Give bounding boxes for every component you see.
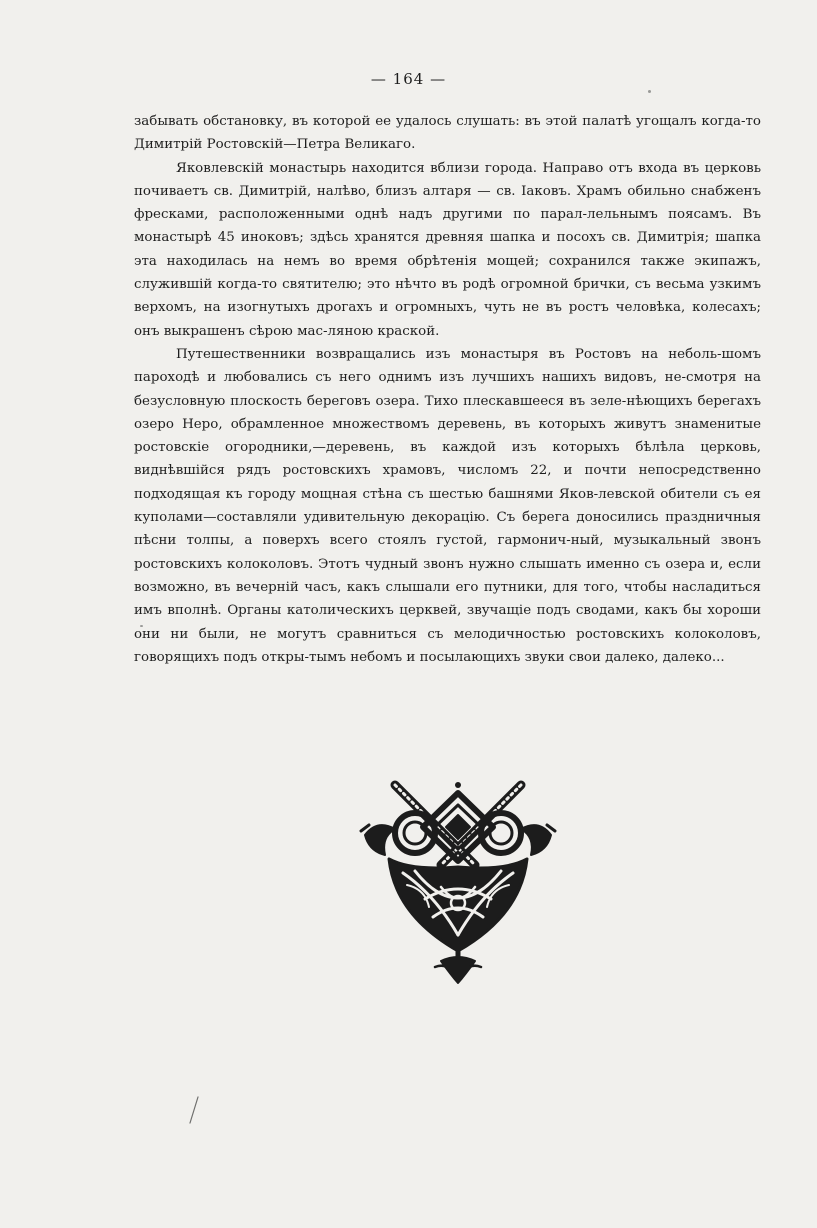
interlace-knot-ornament-icon xyxy=(355,775,561,985)
paragraph-continuation: забывать обстановку, въ которой ее удалось слушать: въ этой палатѣ угощалъ когда-то Димитрій Ростовскій—Петра Великаго. xyxy=(134,114,761,153)
paragraph-lake-nero: Путешественники возвращались изъ монастыря въ Ростовъ на неболь-шомъ пароходѣ и любовались съ него однимъ изъ лучшихъ нашихъ видовъ, не-смотря на безусловную плоскость береговъ озера. Тихо плескавшееся въ зеле-нѣющихъ берегахъ озеро Неро, обрамленное множествомъ деревень, въ которыхъ живутъ знаменитые ростовскіе огородники,—деревень, въ каждой изъ которыхъ бѣлѣла церковь, виднѣвшійся рядъ ростовскихъ храмовъ, числомъ 22, и почти непосредственно подходящая къ городу мощная стѣна съ шестью башнями Яков-левской обители съ ея куполами—составляли удивительную декорацію. Съ берега доносились праздничныя пѣсни толпы, а поверхъ всего стоялъ густой, гармонич-ный, музыкальный звонъ ростовскихъ колоколовъ. Этотъ чудный звонъ нужно слышать именно съ озера и, если возможно, въ вечерній часъ, какъ слышали его путники, для того, чтобы насладиться имъ вполнѣ. Органы католическихъ церквей, звучащіе подъ сводами, какъ бы хороши они ни были, не могутъ сравниться съ мелодичностью ростовскихъ колоколовъ, говорящихъ подъ откры-тымъ небомъ и посылающихъ звуки свои далеко, далеко... xyxy=(134,346,761,665)
pencil-mark xyxy=(184,1095,204,1125)
paper-speck xyxy=(648,90,651,93)
paragraph-yakovlevsky-monastery: Яковлевскій монастырь находится вблизи города. Направо отъ входа въ церковь почиваетъ св. Димитрій, налѣво, близъ алтаря — св. Іаковъ. Храмъ обильно снабженъ фресками, расположенными однѣ надъ другими по парал-лельнымъ поясамъ. Въ монастырѣ 45 иноковъ; здѣсь хранятся древняя шапка и посохъ св. Димитрія; шапка эта находилась на немъ во время обрѣтенія мощей; сохранился также экипажъ, служившій когда-то святителю; это нѣчто въ родѣ огромной брички, съ весьма узкимъ верхомъ, на изогнутыхъ дрогахъ и огромныхъ, чуть не въ ростъ человѣка, колесахъ; онъ выкрашенъ сѣрою мас-ляною краской. xyxy=(134,160,761,339)
page-number: — 164 — xyxy=(370,70,447,88)
paper-speck xyxy=(140,625,143,627)
body-text xyxy=(134,110,761,669)
